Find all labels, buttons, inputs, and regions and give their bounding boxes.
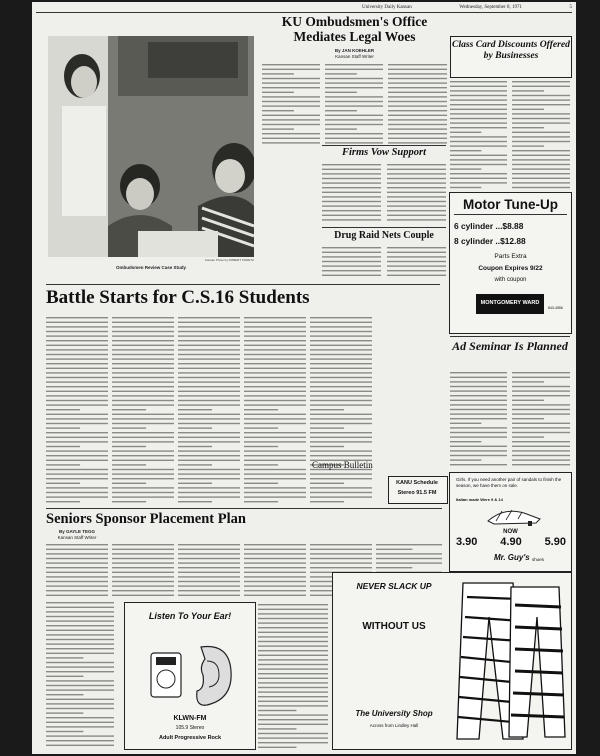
shoe-price: 5.90 — [544, 536, 566, 548]
story-text-column — [46, 600, 114, 746]
text-lines-texture — [178, 542, 240, 600]
drug-raid-headline: Drug Raid Nets Couple — [334, 230, 434, 241]
wards-logo-text: MONTGOMERY WARD — [480, 300, 540, 306]
text-lines-texture — [512, 370, 570, 468]
story-text-column — [46, 315, 108, 506]
shoe-ad-line2: Italian made Were 9 & 14 — [456, 497, 503, 502]
story-text-column — [388, 62, 447, 144]
story-text-column — [387, 245, 446, 280]
text-lines-texture — [450, 370, 507, 468]
text-lines-texture — [112, 542, 174, 600]
shoe-prices — [456, 536, 566, 548]
motor-tuneup-ad — [449, 192, 572, 334]
tuneup-eight: 8 cylinder ..$12.88 — [454, 236, 526, 246]
shoe-sale-ad — [449, 472, 572, 572]
text-lines-texture — [262, 62, 320, 144]
story-text-column — [244, 315, 306, 506]
text-lines-texture — [450, 79, 507, 189]
firms-vow-headline: Firms Vow Support — [341, 147, 427, 158]
ear-radio-icon — [139, 639, 239, 709]
ad-seminar-story — [450, 370, 570, 468]
seniors-byline: By GAYLE TEGG — [58, 529, 96, 534]
tuneup-with-coupon: with coupon — [494, 277, 527, 283]
kanu-headline: KANU Schedule — [396, 480, 438, 486]
campus-bulletin-headline: Campus Bulletin — [312, 460, 373, 470]
text-lines-texture — [258, 602, 328, 748]
issue-date: Wednesday, September 8, 1971 — [459, 5, 522, 10]
class-card-headline: Class Card Discounts Offered by Businesses — [452, 39, 570, 61]
photo-caption: Ombudsmen Review Case Study — [115, 265, 187, 270]
story-text-column — [244, 542, 306, 600]
text-lines-texture — [322, 162, 381, 224]
story-text-column — [178, 315, 240, 506]
text-lines-texture — [46, 600, 114, 746]
text-lines-texture — [512, 79, 570, 189]
story-text-column — [112, 315, 174, 506]
text-lines-texture — [244, 315, 306, 506]
tuneup-six: 6 cylinder ...$8.88 — [454, 221, 524, 231]
shoe-store-sub: shoes — [532, 557, 545, 562]
ad-seminar-headline: Ad Seminar Is Planned — [452, 339, 568, 353]
klwn-frequency: 105.9 Stereo — [175, 725, 205, 731]
shoe-ad-text: Girls. If you need another pair of sandals to finish the season, we have them on sale. — [456, 477, 562, 488]
story-text-column — [322, 162, 381, 224]
ombudsmen-headline: KU Ombudsmen's Office Mediates Legal Woes — [281, 14, 428, 44]
seniors-headline: Seniors Sponsor Placement Plan — [46, 511, 246, 527]
drug-raid-story — [322, 245, 446, 280]
ombudsmen-byline-role: Kansan Staff Writer — [335, 54, 374, 59]
battle-headline: Battle Starts for C.S.16 Students — [46, 287, 310, 308]
story-text-column — [512, 370, 570, 468]
photo-image — [48, 36, 254, 257]
text-lines-texture — [322, 245, 381, 280]
page-number: 5 — [569, 5, 572, 10]
klwn-ad-title: Listen To Your Ear! — [148, 611, 232, 621]
campus-bulletin-list — [314, 474, 382, 500]
folio-line — [362, 5, 572, 10]
shoe-price: 4.90 — [500, 536, 522, 548]
ombudsmen-byline: By JAN KOEHLER — [334, 48, 375, 53]
text-lines-texture — [387, 245, 446, 280]
sandal-icon — [484, 503, 544, 527]
kanu-frequency: Stereo 91.5 FM — [397, 490, 437, 496]
text-lines-texture — [178, 315, 240, 506]
klwn-tagline: Adult Progressive Rock — [158, 735, 222, 741]
seniors-story-continued — [46, 600, 120, 746]
wards-phone: 843-4556 — [548, 306, 563, 310]
placement-story-continued — [258, 602, 328, 748]
ombudsmen-photo — [48, 36, 254, 257]
story-text-column — [322, 245, 381, 280]
shoe-price: 3.90 — [456, 536, 478, 548]
text-lines-texture — [46, 315, 108, 506]
klwn-station: KLWN-FM — [173, 715, 207, 722]
klwn-radio-ad — [124, 602, 256, 750]
story-text-column — [262, 62, 320, 144]
text-lines-texture — [325, 62, 383, 144]
story-text-column — [325, 62, 383, 144]
story-text-column — [512, 79, 570, 189]
tuneup-parts: Parts Extra — [494, 253, 527, 260]
text-lines-texture — [244, 542, 306, 600]
shop-location: Across from Lindley Hall — [369, 723, 419, 728]
text-lines-texture — [387, 162, 446, 224]
story-text-column — [450, 79, 507, 189]
text-lines-texture — [112, 315, 174, 506]
shop-ad-middle: WITHOUT US — [362, 621, 426, 632]
ombudsmen-story — [262, 62, 447, 144]
story-text-column — [178, 542, 240, 600]
story-text-column — [46, 542, 108, 600]
story-text-column — [258, 602, 328, 748]
story-text-column — [450, 370, 507, 468]
newspaper-page — [32, 2, 576, 754]
shop-ad-top: NEVER SLACK UP — [356, 581, 432, 591]
seniors-byline-role: Kansan Staff Writer — [57, 535, 97, 540]
firms-vow-story — [322, 162, 446, 224]
text-lines-texture — [388, 62, 447, 144]
paper-name: University Daily Kansan — [362, 5, 412, 10]
shop-store-name: The University Shop — [355, 709, 433, 718]
slacks-illustration — [453, 577, 567, 745]
university-shop-ad — [332, 572, 572, 750]
shoe-store-name: Mr. Guy's — [494, 553, 530, 562]
class-card-story — [450, 79, 570, 189]
story-text-column — [112, 542, 174, 600]
tuneup-coupon: Coupon Expires 9/22 — [478, 265, 543, 272]
photo-credit: Kansan Photo by ROBERT KORETA — [204, 258, 254, 262]
tuneup-title: Motor Tune-Up — [463, 197, 558, 212]
text-lines-texture — [46, 542, 108, 600]
story-text-column — [387, 162, 446, 224]
shoe-now-label: NOW — [503, 529, 518, 535]
